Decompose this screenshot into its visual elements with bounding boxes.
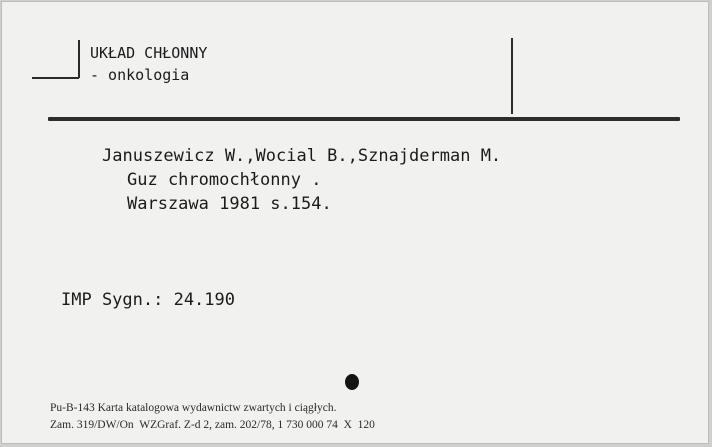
- punch-hole: [345, 374, 359, 390]
- header-box-divider: [511, 38, 513, 114]
- entry-authors: Januszewicz W.,Wocial B.,Sznajderman M.: [102, 146, 502, 166]
- entry-publication: Warszawa 1981 s.154.: [127, 194, 332, 214]
- corner-mark-horizontal: [32, 77, 79, 79]
- subject-heading: UKŁAD CHŁONNY: [90, 44, 208, 62]
- footer-line-1: Pu-B-143 Karta katalogowa wydawnictw zwartych i ciągłych.: [50, 402, 337, 414]
- subject-subheading: - onkologia: [90, 66, 190, 84]
- footer-line-2: Zam. 319/DW/On WZGraf. Z-d 2, zam. 202/78, 1 730 000 74 X 120: [50, 419, 375, 431]
- catalog-card: [1, 1, 709, 444]
- entry-title: Guz chromochłonny .: [127, 170, 322, 190]
- header-rule: [48, 117, 680, 121]
- corner-mark-vertical: [78, 40, 80, 78]
- call-number: IMP Sygn.: 24.190: [61, 290, 235, 310]
